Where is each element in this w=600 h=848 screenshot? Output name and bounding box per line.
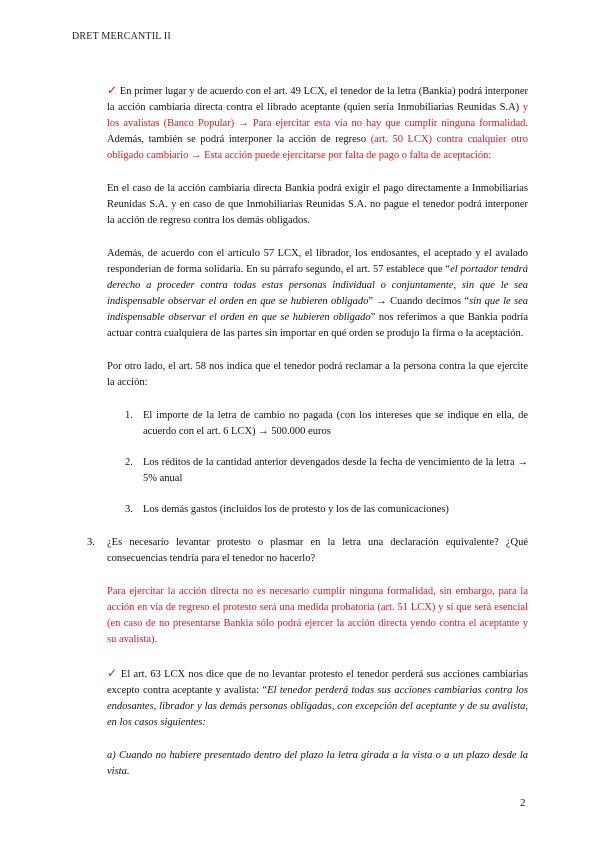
p3-text-1: Además, de acuerdo con el artículo 57 LCX, el librador, los endosantes, el aceptado y el avalado responderían de forma solidaria. En su párrafo segundo, el art. 57 establece que “: [107, 248, 528, 275]
document-header: DRET MERCANTIL II: [72, 31, 171, 42]
paragraph-case-a: a) Cuando no hubiere presentado dentro del plazo la letra girada a la vista o a un plazo desde la vista.: [107, 750, 528, 777]
paragraph-art-58: Por otro lado, el art. 58 nos indica que el tenedor podrá reclamar a la persona contra la que ejercite la acción:: [107, 361, 528, 388]
document-body: [87, 82, 529, 780]
paragraph-art-49: [107, 82, 528, 164]
paragraph-accion-directa: En el caso de la acción cambiaria directa Bankia podrá exigir el pago directamente a Inmobiliarias Reunidas S.A. y en caso de que Inmobiliarias Reunidas S.A. no pague el tenedor podrá interponer la acción de regreso contra los demás obligados.: [107, 183, 528, 226]
p1-text-4: (art. 50 LCX) contra cualquier otro obligado cambiario → Esta acción puede ejercitarse por falta de pago o falta de aceptación:: [107, 134, 529, 161]
p3-text-2: ” → Cuando decimos “: [368, 296, 470, 307]
checkmark-icon: ✓: [107, 666, 118, 680]
p1-text-3: Además, también se podrá interponer la acción de regreso: [107, 134, 367, 145]
checkmark-icon: ✓: [107, 83, 118, 97]
reclamation-list: [107, 408, 528, 518]
list-item: 3. Los demás gastos (incluidos los de protesto y los de las comunicaciones): [125, 504, 449, 515]
question-3: [87, 535, 528, 567]
question-text: ¿Es necesario levantar protesto o plasmar en la letra una declaración equivalente? ¿Qué consecuencias tendría para el tenedor no hacerlo?: [107, 537, 528, 564]
p3-quote-2: sin que le sea indispensable observar el orden en que se hubieren obligado: [107, 296, 528, 323]
list-item: 2. Los réditos de la cantidad anterior devengados desde la fecha de vencimiento de la letra → 5% anual: [125, 457, 528, 484]
p1-text-1: En primer lugar y de acuerdo con el art. 49 LCX, el tenedor de la letra (Bankia) podrá interponer la acción cambiaria directa contra el librado aceptante (quien sería Inmobiliarias Reunidas S.A): [107, 86, 528, 113]
page-number: 2: [520, 797, 526, 809]
paragraph-art-63: [107, 665, 528, 731]
p6-quote-1: El tenedor perderá todas sus acciones cambiarias contra los endosantes, librador y las demás personas obligadas, con excepción del aceptante y de su avalista, en los casos siguientes:: [107, 685, 529, 728]
paragraph-protesto: Para ejercitar la acción directa no es necesario cumplir ninguna formalidad, sin embargo, para la acción en vía de regreso el protesto será una medida probatoria (art. 51 LCX) y sí que será esencial (en caso de no presentarse Bankia sólo podrá ejercer la acción directa yendo contra el aceptante y su avalista).: [107, 586, 528, 645]
p3-quote-1: el portador tendrá derecho a proceder contra todas estas personas individual o conjuntamente, sin que le sea indispensable observar el orden en que se hubieren obligado: [107, 264, 528, 307]
paragraph-art-57: [107, 246, 528, 342]
p3-text-3: ” nos referimos a que Bankia podría actuar contra cualquiera de las partes sin importar en qué orden se produjo la firma o la aceptación.: [107, 312, 528, 339]
p1-text-2: y los avalistas (Banco Popular) → Para ejercitar esta vía no hay que cumplir ninguna formalidad.: [107, 102, 529, 129]
question-number: 3.: [87, 537, 95, 548]
p6-text-1: El art. 63 LCX nos dice que de no levantar protesto el tenedor perderá sus acciones cambiarias excepto contra aceptante y avalista: “: [107, 669, 528, 696]
list-item: 1. El importe de la letra de cambio no pagada (con los intereses que se indique en ella, de acuerdo con el art. 6 LCX) → 500.000 euros: [125, 410, 528, 437]
